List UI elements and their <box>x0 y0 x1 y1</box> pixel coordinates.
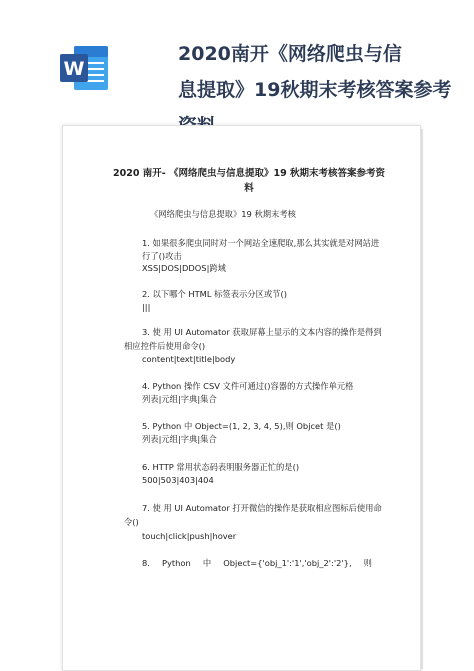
question-4-line1: 4. Python 操作 CSV 文件可通过()容器的方式操作单元格 <box>142 381 354 391</box>
question-3-options: content|text|title|body <box>142 354 236 364</box>
question-8-object: Object={'obj_1':'1','obj_2':'2'}, <box>223 558 352 568</box>
question-8-word-ze: 则 <box>363 558 372 568</box>
paper-title-line1: 2020 南开- 《网络爬虫与信息提取》19 秋期末考核答案参考资 <box>112 168 386 179</box>
paper-title <box>108 166 390 196</box>
question-3-line1: 3. 使 用 UI Automator 获取屏幕上显示的文本内容的操作是得到 <box>142 327 382 337</box>
question-1-options: XSS|DOS|DDOS|跨域 <box>142 263 226 273</box>
question-8-line1 <box>142 557 372 569</box>
question-8-word-python: Python <box>162 558 191 568</box>
question-5-line1: 5. Python 中 Object=(1, 2, 3, 4, 5),则 Objcet 是() <box>142 421 341 431</box>
question-4-options: 列表|元组|字典|集合 <box>142 394 217 404</box>
question-8-word-zhong: 中 <box>202 558 212 568</box>
paper-subtitle: 《网络爬虫与信息提取》19 秋期末考核 <box>150 209 296 219</box>
question-7-line2: 令() <box>124 517 139 527</box>
question-7-options: touch|click|push|hover <box>142 531 237 541</box>
document-title-line2: 息提取》19秋期末考核答案参考 <box>178 79 452 101</box>
word-icon-letter: W <box>63 58 85 80</box>
question-6-line1: 6. HTTP 常用状态码表明服务器正忙的是() <box>142 462 300 472</box>
question-2-options: ||| <box>142 302 151 312</box>
word-document-icon <box>58 42 110 94</box>
question-5-options: 列表|元组|字典|集合 <box>142 434 217 444</box>
question-8-number: 8. <box>142 558 150 568</box>
page-header <box>0 0 474 118</box>
question-7-line1: 7. 使 用 UI Automator 打开微信的操作是获取相应图标后使用命 <box>142 503 382 513</box>
question-3-line2: 相应控件后使用命令() <box>124 341 206 351</box>
document-title-line1: 2020南开《网络爬虫与信 <box>178 43 402 65</box>
paper-title-line2: 料 <box>244 183 254 194</box>
question-2-line1: 2. 以下哪个 HTML 标签表示分区或节() <box>142 289 287 299</box>
question-1-line1: 1. 如果很多爬虫同时对一个网站全速爬取,那么其实就是对网站进 <box>142 238 380 248</box>
question-6-options: 500|503|403|404 <box>142 475 214 485</box>
document-page[interactable] <box>62 125 421 671</box>
question-1-line2: 行了()攻击 <box>142 251 182 261</box>
